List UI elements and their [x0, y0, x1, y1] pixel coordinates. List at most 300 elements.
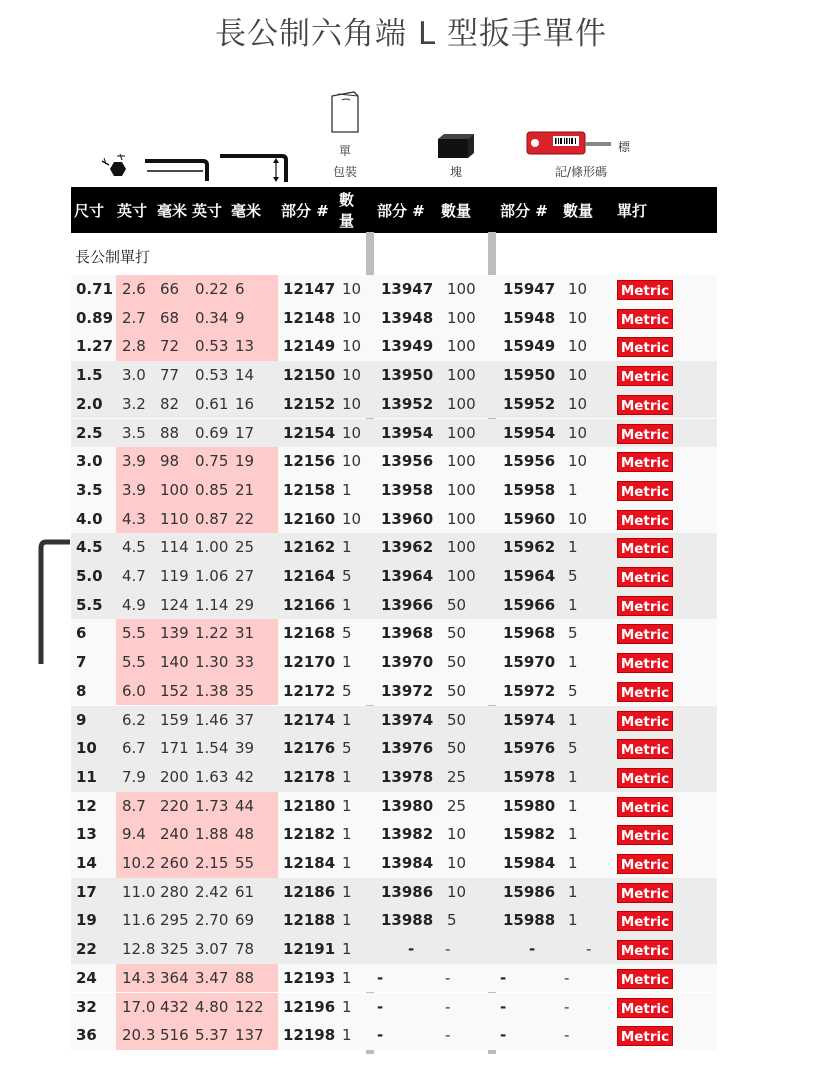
cell-mm1: 325	[160, 940, 189, 959]
cell-qty1: 10	[342, 308, 362, 327]
cell-mm2: 69	[235, 911, 255, 930]
cell-part3: 15952	[503, 394, 556, 413]
cell-mm1: 364	[160, 968, 189, 987]
metric-stamp-badge: Metric	[617, 481, 673, 501]
cell-qty1: 5	[342, 624, 352, 643]
metric-stamp-badge: Metric	[617, 424, 673, 444]
cell-part1: 12182	[283, 825, 336, 844]
cell-inch1: 10.2	[122, 854, 156, 872]
cell-part2: 13988	[381, 911, 434, 930]
cell-inch1: 6.2	[122, 710, 146, 729]
cell-part1: 12168	[283, 624, 336, 643]
cell-size: 6	[76, 624, 87, 643]
header-qty-single-bottom: 量	[339, 212, 355, 230]
cell-inch2: 0.61	[195, 394, 229, 413]
cell-inch1: 12.8	[122, 940, 156, 959]
cell-size: 5.5	[76, 595, 103, 614]
cell-part1: 12178	[283, 767, 336, 786]
cell-qty2: 10	[447, 825, 467, 844]
metric-stamp-badge: Metric	[617, 309, 673, 329]
cell-qty1: 1	[342, 940, 352, 959]
tag-label: 標	[617, 140, 630, 154]
cell-qty2: 5	[447, 911, 457, 930]
cell-size: 22	[76, 940, 97, 959]
table-header	[71, 187, 717, 233]
cell-qty1: 1	[342, 968, 352, 987]
cell-mm2: 13	[235, 337, 255, 356]
cell-inch1: 4.7	[122, 567, 146, 585]
cell-mm1: 220	[160, 796, 189, 815]
cell-mm2: 48	[235, 825, 255, 844]
cell-inch2: 0.53	[195, 337, 229, 356]
cell-part1: 12196	[283, 997, 336, 1016]
cell-qty3: -	[564, 968, 570, 987]
cell-mm2: 19	[235, 452, 255, 471]
cell-qty3: 5	[568, 567, 578, 585]
cell-inch1: 3.5	[122, 423, 146, 442]
cell-qty2: 100	[447, 509, 476, 528]
cell-qty3: 10	[568, 337, 588, 356]
cell-part2: 13986	[381, 882, 434, 901]
table-row	[71, 332, 717, 361]
cell-mm1: 100	[160, 480, 189, 499]
cell-part2: 13974	[381, 710, 434, 729]
cell-size: 3.0	[76, 452, 103, 471]
cell-qty1: 10	[342, 280, 362, 298]
cell-qty2: 25	[447, 767, 467, 786]
metric-stamp-badge: Metric	[617, 825, 673, 845]
cell-qty1: 1	[342, 653, 352, 672]
cell-qty3: 1	[568, 653, 578, 672]
cell-inch1: 5.5	[122, 653, 146, 672]
cell-part3: 15972	[503, 681, 556, 700]
cell-part2: 13954	[381, 423, 434, 442]
cell-qty1: 1	[342, 1026, 352, 1045]
cell-qty2: 50	[447, 739, 467, 758]
cell-part3: 15982	[503, 825, 556, 844]
cell-qty2: -	[445, 940, 451, 959]
cell-part1: 12164	[283, 567, 336, 585]
cell-size: 13	[76, 825, 97, 844]
metric-stamp-badge: Metric	[617, 682, 673, 702]
cell-part2: -	[377, 997, 384, 1016]
cell-size: 0.71	[76, 280, 114, 298]
cell-mm2: 39	[235, 739, 255, 758]
cell-size: 24	[76, 968, 97, 987]
cell-qty3: 1	[568, 882, 578, 901]
cell-part2: 13976	[381, 739, 434, 758]
table-row	[71, 820, 717, 849]
cell-part2: -	[377, 1026, 384, 1045]
cell-part1: 12160	[283, 509, 336, 528]
cell-inch2: 1.00	[195, 538, 229, 557]
cell-inch1: 2.7	[122, 308, 146, 327]
cell-qty3: 10	[568, 423, 588, 442]
cell-qty3: 10	[568, 509, 588, 528]
table-row	[71, 1021, 717, 1050]
cell-mm1: 159	[160, 710, 189, 729]
cell-part3: 15960	[503, 509, 556, 528]
table-row	[71, 964, 717, 993]
cell-mm2: 42	[235, 767, 255, 786]
cell-qty2: 50	[447, 653, 467, 672]
page-title: 長公制六角端 L 型扳手單件	[215, 16, 607, 52]
block-label: 塊	[449, 165, 462, 179]
table-row	[71, 562, 717, 591]
cell-part1: 12158	[283, 480, 336, 499]
table-row	[71, 849, 717, 878]
cell-mm1: 432	[160, 997, 189, 1016]
header-size: 尺寸	[74, 202, 105, 220]
table-row	[71, 993, 717, 1022]
cell-size: 12	[76, 796, 97, 815]
metric-stamp-badge: Metric	[617, 395, 673, 415]
metric-stamp-badge: Metric	[617, 911, 673, 931]
hex-end-icon	[98, 150, 138, 184]
cell-size: 11	[76, 767, 97, 786]
metric-stamp-badge: Metric	[617, 624, 673, 644]
cell-qty3: 10	[568, 452, 588, 471]
cell-inch2: 0.22	[195, 280, 229, 298]
metric-stamp-badge: Metric	[617, 969, 673, 989]
cell-part2: 13982	[381, 825, 434, 844]
metric-stamp-badge: Metric	[617, 366, 673, 386]
cell-qty2: 25	[447, 796, 467, 815]
cell-part2: 13968	[381, 624, 434, 643]
cell-qty1: 1	[342, 767, 352, 786]
cell-qty3: 5	[568, 739, 578, 758]
table-row	[71, 390, 717, 419]
cell-part3: 15956	[503, 452, 556, 471]
cell-inch1: 11.6	[122, 911, 156, 930]
cell-size: 14	[76, 854, 97, 872]
cell-part2: 13949	[381, 337, 434, 356]
table-row	[71, 935, 717, 964]
cell-qty3: 1	[568, 854, 578, 872]
cell-inch1: 3.2	[122, 394, 146, 413]
cell-qty2: 50	[447, 595, 467, 614]
cell-part2: 13947	[381, 280, 434, 298]
cell-part1: 12154	[283, 423, 336, 442]
cell-size: 8	[76, 681, 87, 700]
header-inch-long: 英寸	[192, 202, 223, 220]
cell-qty1: 1	[342, 595, 352, 614]
cell-part1: 12152	[283, 394, 336, 413]
metric-stamp-badge: Metric	[617, 739, 673, 759]
cell-part2: 13966	[381, 595, 434, 614]
l-wrench-illustration	[34, 536, 74, 670]
cell-mm2: 22	[235, 509, 255, 528]
cell-inch1: 4.9	[122, 595, 146, 614]
table-row	[71, 476, 717, 505]
cell-part3: 15962	[503, 538, 556, 557]
cell-qty2: 10	[447, 854, 467, 872]
block-icon	[436, 133, 476, 159]
metric-stamp-badge: Metric	[617, 280, 673, 300]
cell-qty1: 1	[342, 538, 352, 557]
cell-part2: 13970	[381, 653, 434, 672]
table-row	[71, 591, 717, 620]
metric-stamp-badge: Metric	[617, 1026, 673, 1046]
cell-qty3: -	[586, 940, 592, 959]
cell-qty2: 100	[447, 394, 476, 413]
cell-mm1: 77	[160, 366, 180, 385]
cell-part2: 13948	[381, 308, 434, 327]
cell-mm2: 27	[235, 567, 255, 585]
cell-size: 1.5	[76, 366, 103, 385]
cell-mm1: 110	[160, 509, 189, 528]
cell-qty1: 1	[342, 882, 352, 901]
cell-part2: -	[408, 940, 415, 959]
cell-inch1: 4.5	[122, 538, 146, 557]
cell-mm1: 72	[160, 337, 180, 356]
cell-qty1: 10	[342, 366, 362, 385]
cell-size: 32	[76, 997, 97, 1016]
cell-mm2: 9	[235, 308, 245, 327]
cell-mm1: 171	[160, 739, 189, 758]
cell-part3: 15947	[503, 280, 556, 298]
cell-inch2: 1.06	[195, 567, 229, 585]
cell-part1: 12184	[283, 854, 336, 872]
table-row	[71, 304, 717, 333]
long-arm-dimension-icon	[218, 152, 296, 184]
header-part-block: 部分 #	[377, 202, 425, 220]
cell-mm1: 516	[160, 1026, 189, 1045]
cell-part3: -	[500, 1026, 507, 1045]
cell-inch2: 1.73	[195, 796, 229, 815]
cell-mm2: 78	[235, 940, 255, 959]
table-row	[71, 648, 717, 677]
cell-part3: 15980	[503, 796, 556, 815]
cell-qty3: 1	[568, 911, 578, 930]
cell-qty3: 1	[568, 710, 578, 729]
cell-mm2: 44	[235, 796, 255, 815]
cell-part1: 12149	[283, 337, 336, 356]
cell-size: 3.5	[76, 480, 103, 499]
cell-inch2: 0.75	[195, 452, 229, 471]
header-part-barcode: 部分 #	[500, 202, 548, 220]
cell-size: 36	[76, 1026, 97, 1045]
cell-mm1: 119	[160, 567, 189, 585]
cell-qty1: 10	[342, 337, 362, 356]
cell-part3: 15948	[503, 308, 556, 327]
cell-mm2: 6	[235, 280, 245, 298]
cell-part1: 12176	[283, 739, 336, 758]
cell-part3: 15970	[503, 653, 556, 672]
header-inch-short: 英寸	[117, 202, 148, 220]
metric-stamp-badge: Metric	[617, 940, 673, 960]
cell-part3: 15966	[503, 595, 556, 614]
header-mm-long: 毫米	[231, 202, 262, 220]
cell-qty2: 100	[447, 423, 476, 442]
cell-qty1: 10	[342, 423, 362, 442]
cell-mm1: 140	[160, 653, 189, 672]
cell-qty2: 10	[447, 882, 467, 901]
cell-mm2: 55	[235, 854, 255, 872]
table-row	[71, 361, 717, 390]
table-row	[71, 419, 717, 448]
cell-qty1: 10	[342, 394, 362, 413]
cell-part3: -	[500, 968, 507, 987]
metric-stamp-badge: Metric	[617, 711, 673, 731]
metric-stamp-badge: Metric	[617, 596, 673, 616]
cell-part3: 15988	[503, 911, 556, 930]
metric-stamp-badge: Metric	[617, 567, 673, 587]
cell-qty2: 100	[447, 337, 476, 356]
cell-part1: 12188	[283, 911, 336, 930]
cell-qty3: 1	[568, 480, 578, 499]
cell-part3: 15964	[503, 567, 556, 585]
cell-mm2: 122	[235, 997, 264, 1016]
cell-qty1: 1	[342, 480, 352, 499]
cell-size: 19	[76, 911, 97, 930]
short-arm-dimension-icon	[143, 155, 211, 183]
cell-qty3: -	[564, 1026, 570, 1045]
cell-part2: 13962	[381, 538, 434, 557]
cell-inch2: 1.14	[195, 595, 229, 614]
cell-qty2: 100	[447, 567, 476, 585]
single-package-icon	[328, 90, 364, 136]
cell-qty2: 100	[447, 280, 476, 298]
cell-qty1: 1	[342, 854, 352, 872]
metric-stamp-badge: Metric	[617, 510, 673, 530]
cell-size: 1.27	[76, 337, 114, 356]
metric-stamp-badge: Metric	[617, 653, 673, 673]
cell-mm1: 152	[160, 681, 189, 700]
cell-part3: 15950	[503, 366, 556, 385]
cell-part1: 12174	[283, 710, 336, 729]
cell-part3: 15954	[503, 423, 556, 442]
cell-qty3: 10	[568, 394, 588, 413]
cell-part1: 12148	[283, 308, 336, 327]
cell-inch2: 1.63	[195, 767, 229, 786]
cell-part1: 12147	[283, 280, 336, 298]
cell-inch2: 2.70	[195, 911, 229, 930]
cell-mm2: 31	[235, 624, 255, 643]
cell-qty2: 100	[447, 452, 476, 471]
header-part-single: 部分 #	[281, 202, 329, 220]
cell-inch1: 2.6	[122, 280, 146, 298]
cell-qty2: 50	[447, 710, 467, 729]
cell-part2: -	[377, 968, 384, 987]
cell-size: 4.5	[76, 538, 103, 557]
cell-qty3: 1	[568, 825, 578, 844]
cell-qty3: 10	[568, 280, 588, 298]
cell-part2: 13978	[381, 767, 434, 786]
cell-qty2: -	[445, 968, 451, 987]
cell-part3: 15984	[503, 854, 556, 872]
cell-qty3: 1	[568, 796, 578, 815]
cell-qty1: 1	[342, 997, 352, 1016]
cell-mm2: 37	[235, 710, 255, 729]
header-qty-barcode: 數量	[563, 202, 594, 220]
table-row	[71, 792, 717, 821]
cell-qty2: 100	[447, 538, 476, 557]
cell-qty1: 5	[342, 567, 352, 585]
cell-mm2: 16	[235, 394, 255, 413]
metric-stamp-badge: Metric	[617, 337, 673, 357]
table-row	[71, 878, 717, 907]
cell-size: 0.89	[76, 308, 114, 327]
cell-qty1: 10	[342, 509, 362, 528]
cell-mm1: 98	[160, 452, 180, 471]
cell-part1: 12162	[283, 538, 336, 557]
cell-part3: -	[500, 997, 507, 1016]
cell-part2: 13984	[381, 854, 434, 872]
cell-mm2: 61	[235, 882, 255, 901]
cell-inch2: 1.46	[195, 710, 229, 729]
cell-qty3: 10	[568, 366, 588, 385]
cell-inch2: 0.87	[195, 509, 229, 528]
cell-mm1: 88	[160, 423, 180, 442]
cell-qty1: 1	[342, 796, 352, 815]
cell-size: 10	[76, 739, 97, 758]
cell-mm1: 68	[160, 308, 180, 327]
cell-qty2: 100	[447, 308, 476, 327]
cell-qty1: 5	[342, 739, 352, 758]
header-qty-block: 數量	[441, 202, 472, 220]
cell-part2: 13956	[381, 452, 434, 471]
cell-mm2: 17	[235, 423, 255, 442]
cell-inch2: 1.22	[195, 624, 229, 643]
barcode-label: 記/條形碼	[554, 165, 608, 179]
cell-mm1: 66	[160, 280, 180, 298]
cell-size: 17	[76, 882, 97, 901]
cell-inch2: 2.15	[195, 854, 229, 872]
table-row	[71, 505, 717, 534]
cell-inch1: 6.0	[122, 681, 146, 700]
table-row	[71, 677, 717, 706]
cell-inch1: 20.3	[122, 1026, 156, 1045]
cell-inch2: 0.53	[195, 366, 229, 385]
header-mm-short: 毫米	[157, 202, 188, 220]
cell-inch1: 3.9	[122, 452, 146, 471]
cell-part1: 12191	[283, 940, 336, 959]
table-row	[71, 706, 717, 735]
cell-part3: 15949	[503, 337, 556, 356]
cell-inch1: 3.9	[122, 480, 146, 499]
metric-stamp-badge: Metric	[617, 854, 673, 874]
cell-qty1: 1	[342, 825, 352, 844]
cell-part3: 15974	[503, 710, 556, 729]
table-row	[71, 763, 717, 792]
cell-inch2: 1.88	[195, 825, 229, 844]
cell-part1: 12170	[283, 653, 336, 672]
cell-mm1: 260	[160, 854, 189, 872]
cell-part1: 12193	[283, 968, 336, 987]
cell-part2: 13950	[381, 366, 434, 385]
cell-inch1: 3.0	[122, 366, 146, 385]
cell-mm1: 240	[160, 825, 189, 844]
cell-mm2: 35	[235, 681, 255, 700]
table-row	[71, 619, 717, 648]
cell-inch2: 2.42	[195, 882, 229, 901]
barcode-tag-icon	[525, 128, 613, 158]
cell-size: 7	[76, 653, 87, 672]
single-label-bottom: 包裝	[332, 165, 357, 179]
cell-qty3: 5	[568, 624, 578, 643]
cell-mm2: 14	[235, 366, 255, 385]
cell-mm1: 295	[160, 911, 189, 930]
cell-size: 2.0	[76, 394, 103, 413]
cell-part3: -	[529, 940, 536, 959]
cell-qty2: -	[445, 997, 451, 1016]
cell-inch1: 5.5	[122, 624, 146, 643]
cell-mm1: 82	[160, 394, 180, 413]
cell-part1: 12150	[283, 366, 336, 385]
table-row	[71, 906, 717, 935]
cell-inch2: 1.54	[195, 739, 229, 758]
